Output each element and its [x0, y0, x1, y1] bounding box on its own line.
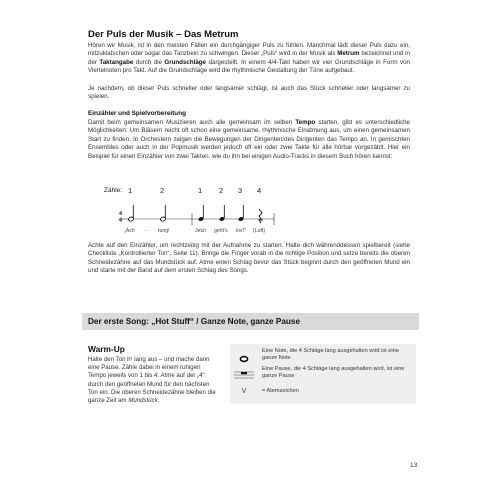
count-in-lyric: tung! [158, 228, 170, 234]
svg-text:4: 4 [119, 217, 122, 224]
page-title: Der Puls der Musik – Das Metrum [88, 29, 239, 40]
legend-text: = Atemzeichen [262, 388, 299, 394]
text: . [157, 397, 160, 405]
count-number: 1 [198, 186, 203, 195]
italic-term: Mundstück [128, 397, 158, 405]
text: durch die [133, 58, 165, 66]
count-in-lyric: - [145, 228, 147, 234]
paragraph-einzaehler [88, 119, 410, 161]
count-in-lyric: Jetzt [195, 228, 206, 234]
text: bezeichnet und in der [88, 50, 410, 66]
count-in-lyric: „Ach [124, 228, 135, 234]
text: Halte den Ton h¹ lang aus – und mache dann eine Pause. Zähle dabei in einem ruhigen Tempo jeweils von 1 bis 4. Atme auf der „4“ durch den geöffneten Mund für den nächsten Ton ein. Die oberen Schneidezähne bleiben die ganze Zeit am [88, 356, 216, 405]
whole-note-icon [234, 351, 254, 369]
count-number: 2 [160, 186, 165, 195]
warmup-text [88, 356, 218, 405]
count-in-lyric: los!" [236, 228, 246, 234]
bold-term-tempo: Tempo [295, 119, 316, 126]
svg-text:4: 4 [119, 211, 122, 217]
text: Damit beim gemeinsamen Musizieren auch alle gemeinsam im selben [88, 119, 296, 126]
count-in-lyric: (Luft) [253, 228, 266, 234]
text: Hören wir Musik, ist in den meisten Fällen ein durchgängiger Puls zu fühlen. Manchmal lädt dieser Puls dazu ein, mitzuklatschen oder sogar das Tanzbein zu schwingen. Dieser „Puls“ wird in der Musik als [88, 42, 410, 58]
count-number: 1 [128, 186, 133, 195]
count-number: 2 [219, 186, 224, 195]
bold-term-grundschlaege: Grundschläge [164, 58, 206, 66]
bold-term-metrum: Metrum [337, 50, 360, 58]
section-title: Der erste Song: „Hot Stuff“ / Ganze Note, ganze Pause [88, 317, 300, 326]
count-number: 4 [257, 186, 262, 195]
legend-text: Eine Note, die 4 Schläge lang ausgehalten wird ist eine ganze Note [262, 348, 399, 362]
rhythm-notation [104, 183, 284, 243]
count-label: Zähle: [104, 187, 123, 194]
subheading-einzaehler: Einzähler und Spielvorbereitung [88, 110, 187, 117]
paragraph-tempo: Je nachdem, ob dieser Puls schneller oder langsamer schlägt, ist auch das Stück schneller oder langsamer zu spielen. [88, 85, 410, 101]
text: starten, gibt es unterschiedliche Möglichkeiten: Um Bläsern reicht oft schon eine gemeinsame, rhythmische Einatmung aus, um einen gemeinsamen Start zu finden. In Orchestern zeigen die Bewegungen der Dirigenten/des Dirigenten das Tempo an. In gemischten Ensembles oder auch in der Popmusik werden jedoch oft ein oder zwei Takte für alle hörbar vorgezählt. Hier ein Beispiel für einen Einzähler von zwei Takten, wie du ihn bei einigen Audio-Tracks in diesem Buch hören kannst: [88, 119, 410, 160]
text: dargestellt. In einem 4/4-Takt haben wir vier Grundschläge in Form von Viertelnoten pro Takt. Auf die Grundschläge wird die rhythmische Gestaltung der Töne aufgebaut. [88, 58, 410, 75]
breath-mark-icon: V [241, 388, 247, 395]
warmup-heading: Warm-Up [88, 344, 125, 354]
paragraph-aufnahme: Achte auf den Einzähler, um rechtzeitig mit der Aufnahme zu starten. Halte dich währenddessen spielbereit (siehe Checkliste „Kontrollierter Ton“, Seite 11). Bringe die Finger vorab in die richtige Position und setze bereits die oberen Schneidezähne auf das Mundstück auf. Atme einen Schlag bevor das Stück beginnt durch den geöffneten Mund ein und starte mit der Band auf dem ersten Schlag des Songs. [88, 242, 410, 275]
legend-box [230, 344, 416, 404]
legend-text: Eine Pause, die 4 Schläge lang ausgehalten wird, ist eine ganze Pause [262, 366, 405, 380]
count-number: 3 [238, 186, 243, 195]
count-in-lyric: geht's [214, 228, 228, 234]
page-number: 13 [410, 462, 418, 469]
bold-term-taktangabe: Taktangabe [99, 58, 134, 66]
paragraph-metrum [88, 42, 410, 76]
whole-rest-icon [234, 368, 254, 386]
